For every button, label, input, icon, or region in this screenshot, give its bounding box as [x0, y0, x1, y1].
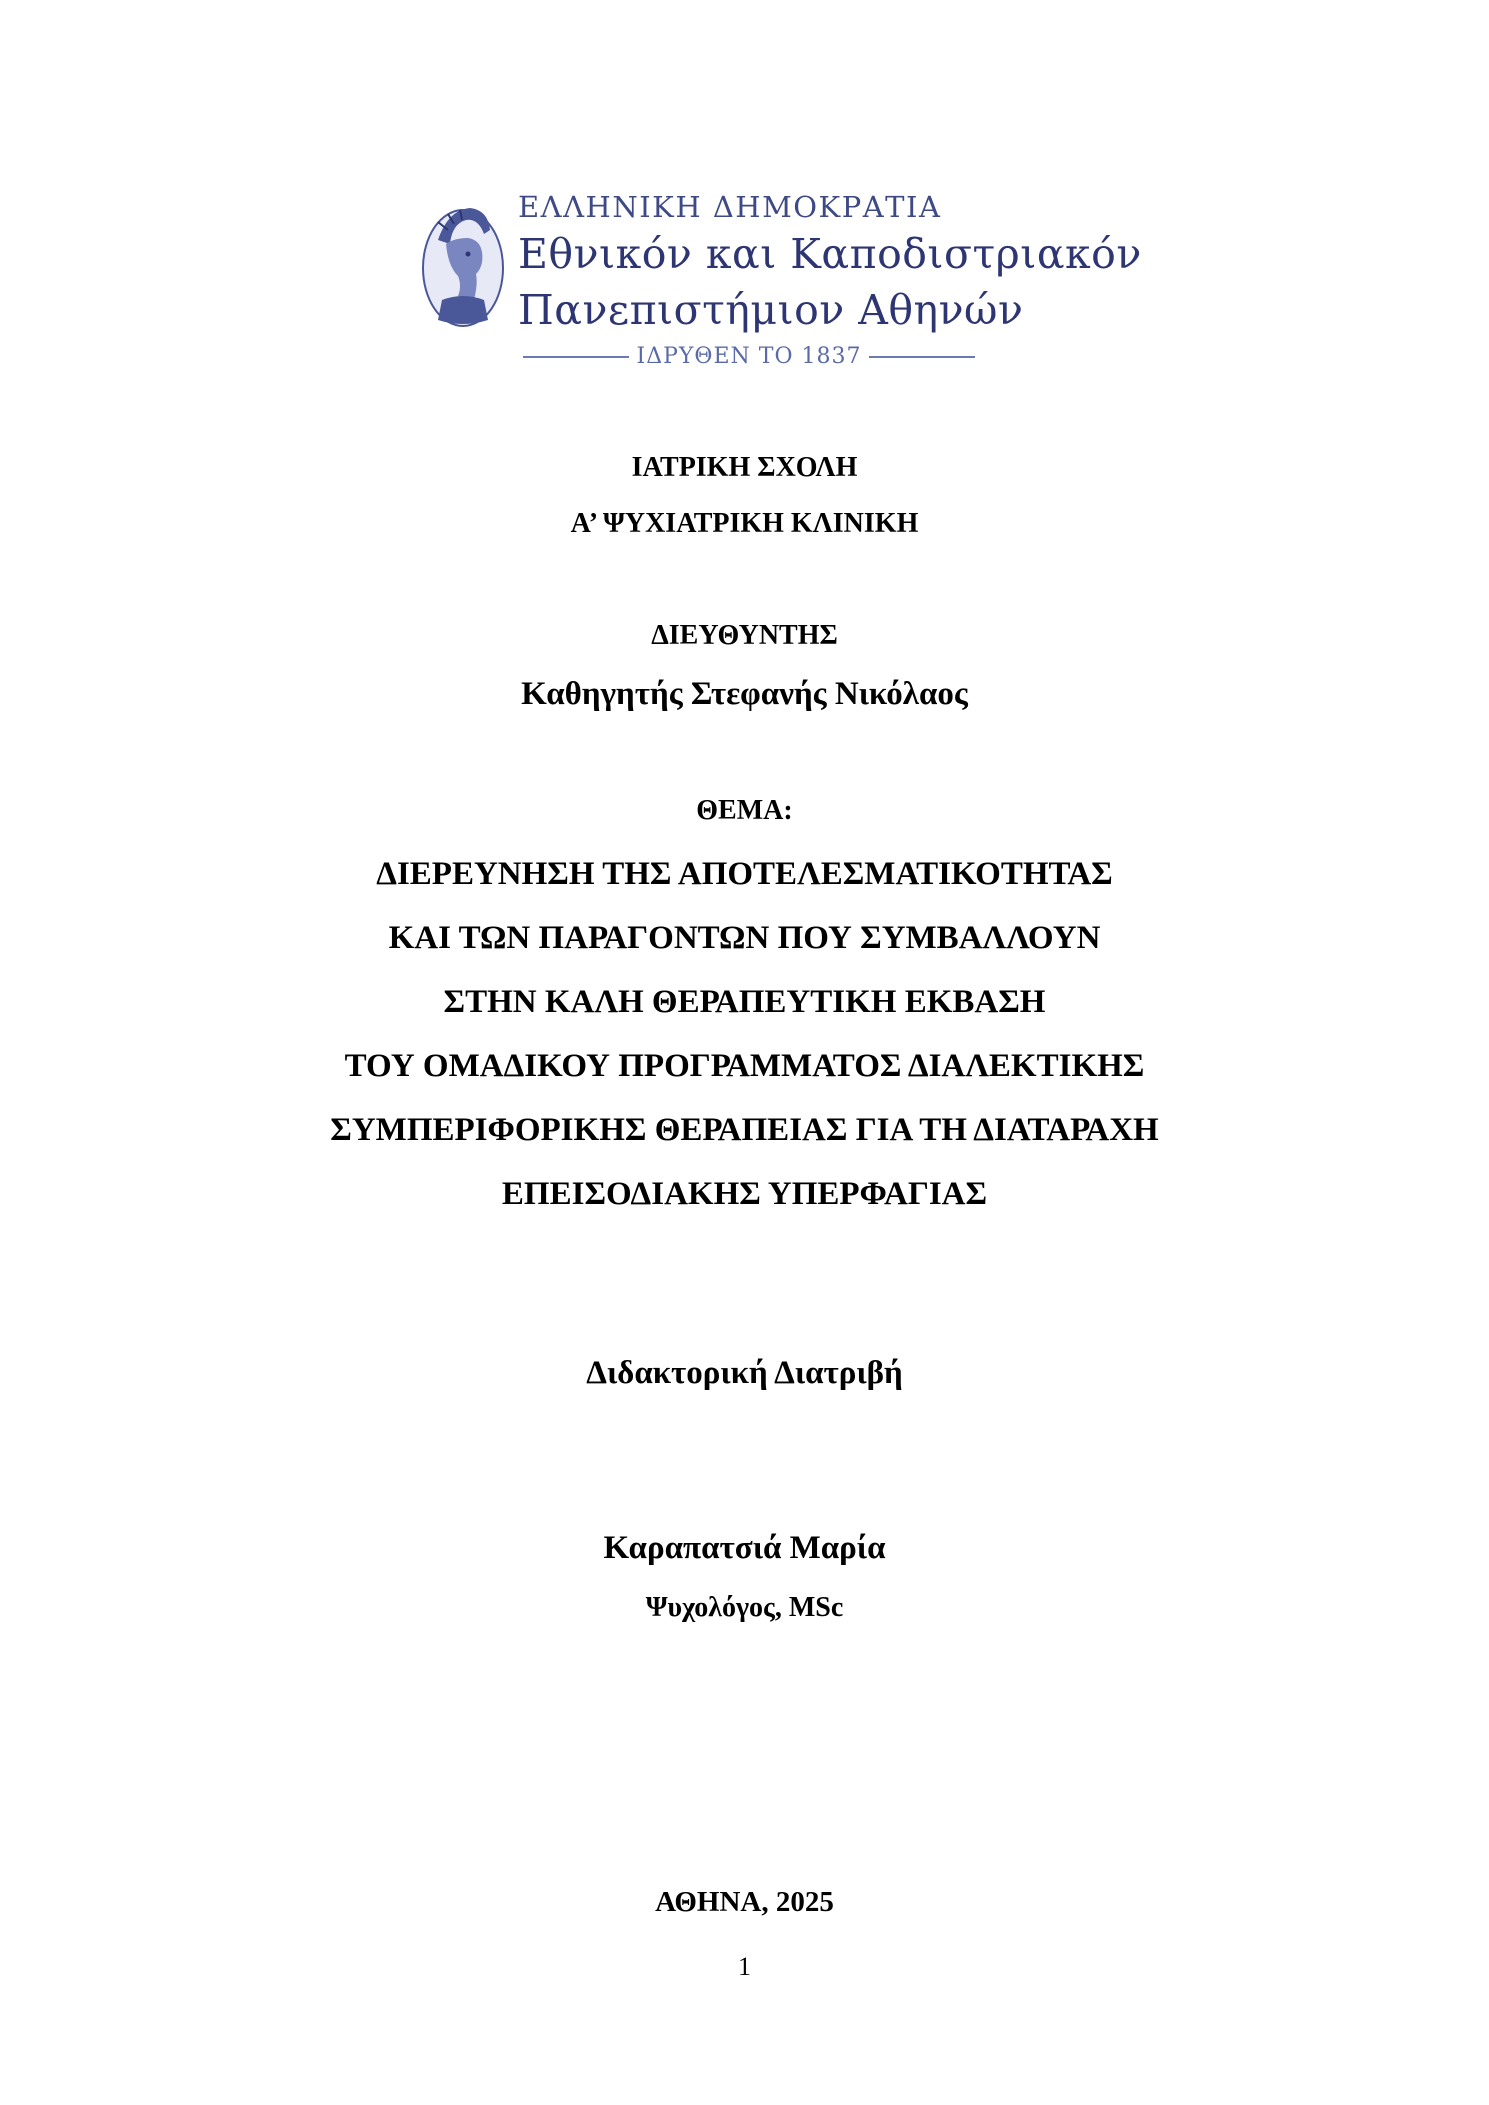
place-and-year: ΑΘΗΝΑ, 2025: [655, 1886, 834, 1918]
university-logo: [418, 188, 1142, 369]
author-name: Καραπατσιά Μαρία: [603, 1530, 886, 1566]
school-heading: ΙΑΤΡΙΚΗ ΣΧΟΛΗ: [631, 452, 858, 483]
author-credentials: Ψυχολόγος, MSc: [645, 1592, 844, 1623]
director-name: Καθηγητής Στεφανής Νικόλαος: [521, 676, 968, 712]
logo-republic-text: ΕΛΛΗΝΙΚΗ ΔΗΜΟΚΡΑΤΙΑ: [518, 190, 942, 224]
thesis-title-line-6: ΕΠΕΙΣΟΔΙΑΚΗΣ ΥΠΕΡΦΑΓΙΑΣ: [501, 1176, 988, 1212]
right-rule: [869, 356, 975, 358]
document-type: Διδακτορική Διατριβή: [586, 1355, 903, 1391]
thesis-title-line-4: ΤΟΥ ΟΜΑΔΙΚΟΥ ΠΡΟΓΡΑΜΜΑΤΟΣ ΔΙΑΛΕΚΤΙΚΗΣ: [344, 1048, 1145, 1084]
thesis-title-line-1: ΔΙΕΡΕΥΝΗΣΗ ΤΗΣ ΑΠΟΤΕΛΕΣΜΑΤΙΚΟΤΗΤΑΣ: [376, 856, 1113, 892]
logo-founded-line: [523, 344, 975, 369]
page-number: 1: [738, 1952, 751, 1981]
left-rule: [523, 356, 629, 358]
logo-university-name-line1: Εθνικόν και Καποδιστριακόν: [518, 230, 1142, 278]
clinic-heading: Α’ ΨΥΧΙΑΤΡΙΚΗ ΚΛΙΝΙΚΗ: [570, 508, 919, 539]
director-label: ΔΙΕΥΘΥΝΤΗΣ: [651, 620, 838, 651]
logo-university-name-line2: Πανεπιστήμιον Αθηνών: [518, 286, 1024, 334]
logo-founded-text: ΙΔΡΥΘΕΝ ΤΟ 1837: [636, 344, 862, 369]
athena-head-emblem-icon: [418, 200, 508, 330]
thesis-title-line-5: ΣΥΜΠΕΡΙΦΟΡΙΚΗΣ ΘΕΡΑΠΕΙΑΣ ΓΙΑ ΤΗ ΔΙΑΤΑΡΑΧΗ: [330, 1112, 1159, 1148]
thesis-title-line-2: ΚΑΙ ΤΩΝ ΠΑΡΑΓΟΝΤΩΝ ΠΟΥ ΣΥΜΒΑΛΛΟΥΝ: [388, 920, 1101, 956]
topic-label: ΘΕΜΑ:: [696, 795, 793, 826]
thesis-title-line-3: ΣΤΗΝ ΚΑΛΗ ΘΕΡΑΠΕΥΤΙΚΗ ΕΚΒΑΣΗ: [443, 984, 1046, 1020]
